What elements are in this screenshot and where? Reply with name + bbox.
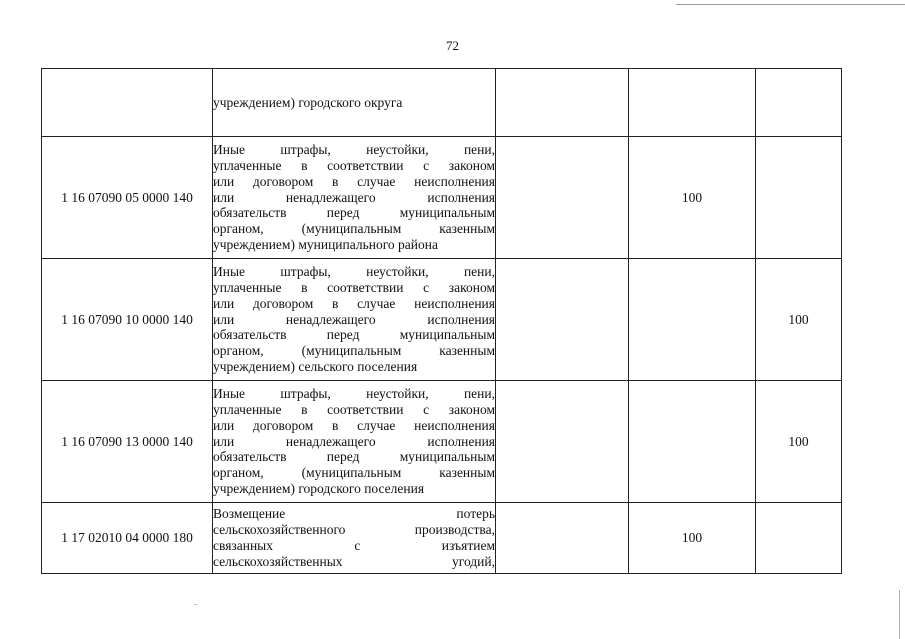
revenue-name-line: Иные штрафы, неустойки, пени, [213,264,495,280]
revenue-name-line: органом, (муниципальным казенным [213,221,495,237]
revenue-code-cell [42,69,213,137]
revenue-name-line: уплаченные в соответствии с законом [213,280,495,295]
table-row [42,381,842,503]
revenue-name-cell [213,503,496,574]
value-cell-1 [496,69,629,137]
revenue-name-line: учреждением) сельского поселения [213,358,418,374]
revenue-name-line: уплаченные в соответствии с законом [213,158,495,173]
revenue-name-line: или договором в случае неисполнения [213,173,495,189]
revenue-name-line: или ненадлежащего исполнения [213,311,495,327]
value-cell-2 [629,69,756,137]
value-cell-1 [496,381,629,503]
value-cell-3 [756,137,842,259]
revenue-name-cell [213,259,496,381]
revenue-code-cell: 1 16 07090 05 0000 140 [42,137,213,259]
revenue-name-cell [213,137,496,259]
value-cell-1 [496,259,629,381]
budget-classification-table [41,68,842,574]
page-number: 72 [446,38,459,53]
value-cell-3 [756,503,842,574]
revenue-name-line: обязательств перед муниципальным [213,449,495,465]
value-cell-2: 100 [629,137,756,259]
revenue-name-line: сельскохозяйственных угодий, [213,553,495,569]
revenue-name-line: или договором в случае неисполнения [213,295,495,311]
revenue-name-line: органом, (муниципальным казенным [213,343,495,359]
revenue-name-line: связанных с изъятием [213,538,495,553]
revenue-name-line: обязательств перед муниципальным [213,327,495,343]
scan-edge-line [899,590,900,639]
value-cell-1 [496,137,629,259]
revenue-name-line: обязательств перед муниципальным [213,205,495,221]
revenue-name-line: или ненадлежащего исполнения [213,433,495,449]
revenue-name-cell [213,381,496,503]
value-cell-2 [629,259,756,381]
table-row [42,137,842,259]
revenue-name-cell [213,69,496,137]
revenue-code-cell: 1 17 02010 04 0000 180 [42,503,213,574]
value-cell-3: 100 [756,381,842,503]
revenue-name-line: органом, (муниципальным казенным [213,465,495,481]
revenue-name-line: или договором в случае неисполнения [213,417,495,433]
value-cell-2: 100 [629,503,756,574]
revenue-name-line: Иные штрафы, неустойки, пени, [213,142,495,158]
revenue-name-line: сельскохозяйственного производства, [213,522,495,538]
revenue-name-line: учреждением) муниципального района [213,236,438,252]
revenue-name-line: учреждением) городского поселения [213,480,425,496]
table-row [42,69,842,137]
value-cell-3 [756,69,842,137]
revenue-name-line: или ненадлежащего исполнения [213,189,495,205]
table-row [42,503,842,574]
value-cell-2 [629,381,756,503]
revenue-name-line: учреждением) городского округа [213,94,403,110]
revenue-name-line: Иные штрафы, неустойки, пени, [213,386,495,402]
revenue-name-line: уплаченные в соответствии с законом [213,402,495,417]
revenue-name-line: Возмещение потерь [213,506,495,522]
value-cell-1 [496,503,629,574]
revenue-code-cell: 1 16 07090 10 0000 140 [42,259,213,381]
value-cell-3: 100 [756,259,842,381]
table-row [42,259,842,381]
revenue-code-cell: 1 16 07090 13 0000 140 [42,381,213,503]
scan-speck [194,604,197,605]
scan-edge-line [676,4,905,5]
